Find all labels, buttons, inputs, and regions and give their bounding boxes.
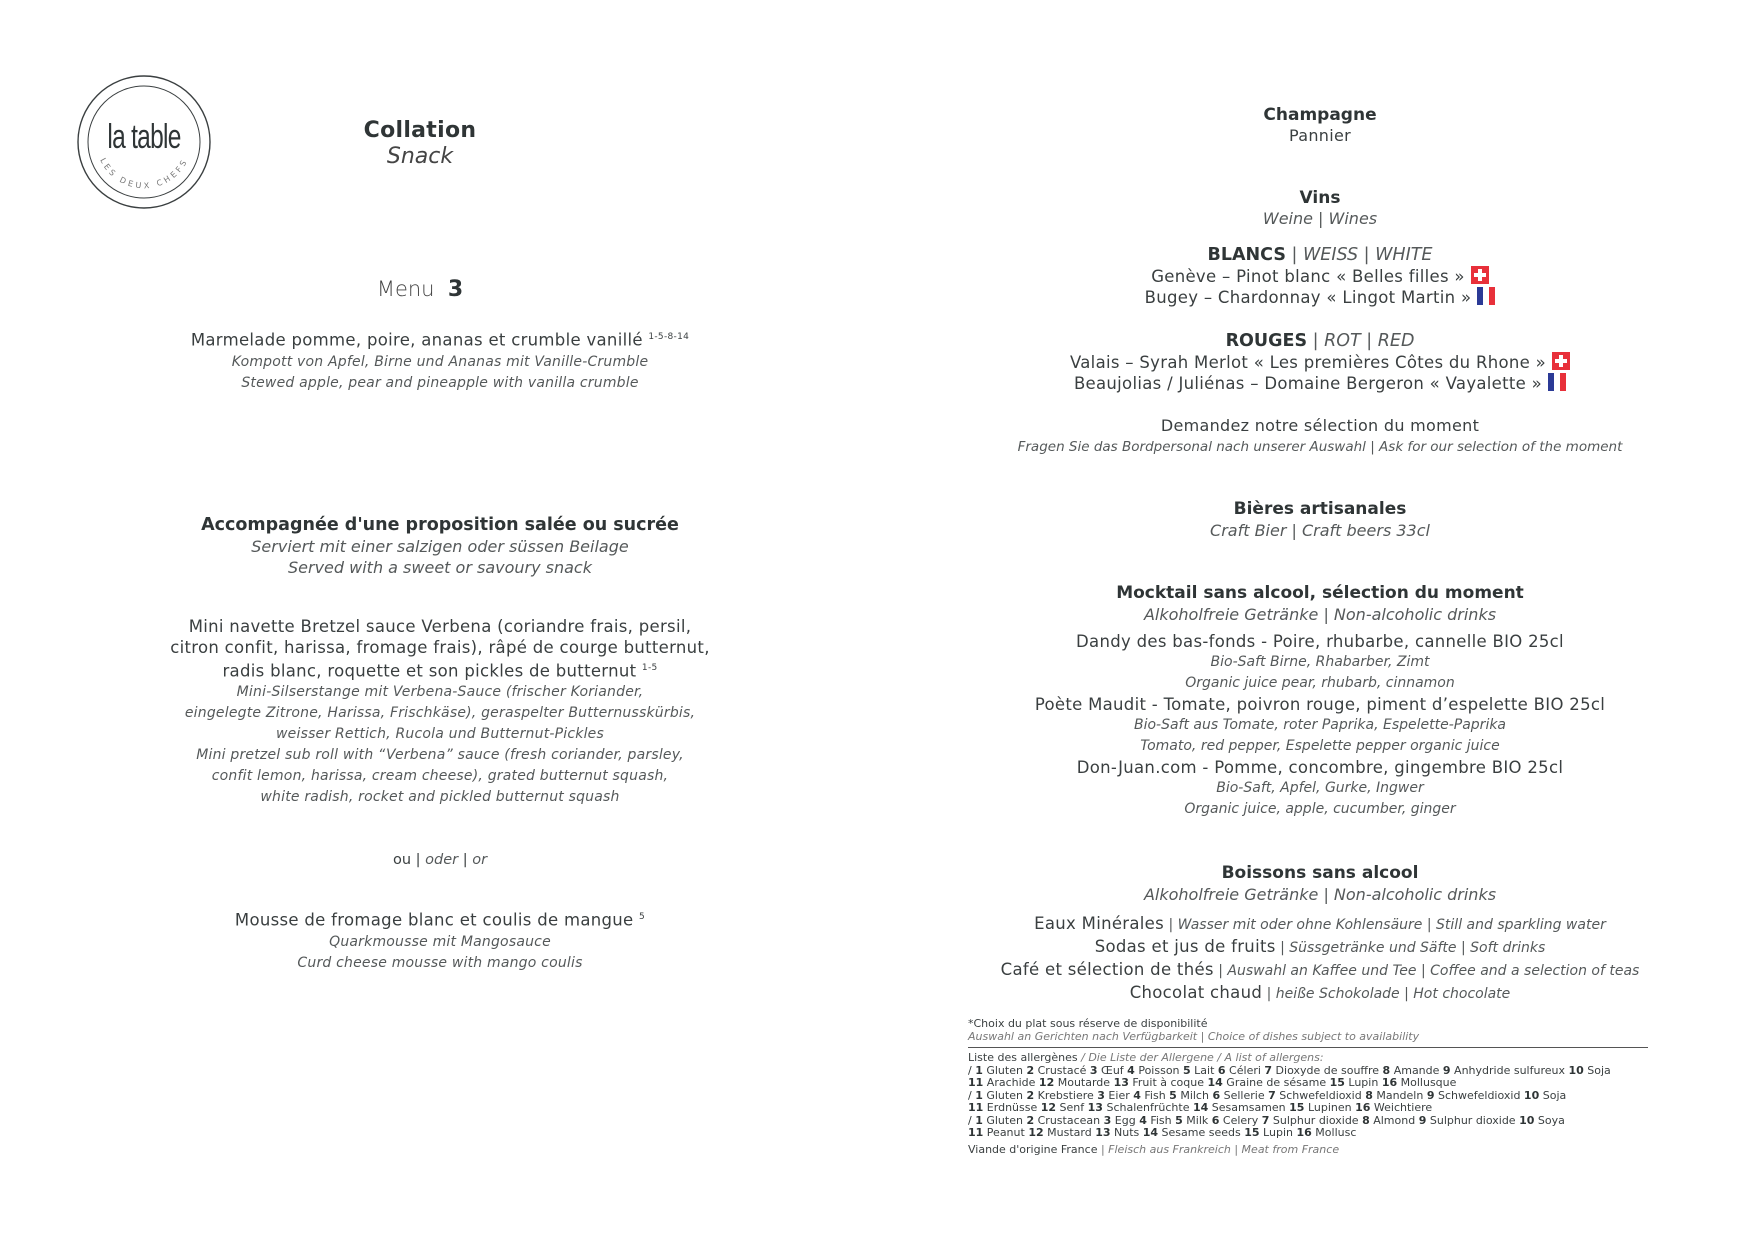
allergen-name: Eier <box>1104 1088 1134 1102</box>
wines-subtitle: Weine | Wines <box>1262 209 1378 228</box>
or-de: oder <box>425 852 459 868</box>
allergen-name: Mustard <box>1043 1126 1096 1139</box>
allergen-list-title-sub: / Die Liste der Allergene / A list of allergens: <box>1077 1051 1324 1064</box>
mocktails-section <box>990 582 1650 820</box>
allergen-name: Crustacean <box>1034 1113 1104 1127</box>
allergen-name: Graine de sésame <box>1222 1076 1330 1089</box>
allergen-number: 9 <box>1426 1088 1435 1102</box>
dish-desc-en-line: Mini pretzel sub roll with “Verbena” sauce (fresh coriander, parsley, <box>196 746 684 763</box>
mocktail-desc-en: Organic juice pear, rhubarb, cinnamon <box>1185 675 1455 691</box>
allergen-codes: 5 <box>639 912 646 922</box>
separator: | <box>415 852 421 868</box>
dish-name-line: citron confit, harissa, fromage frais), râpé de courge butternut, <box>170 638 710 657</box>
drink-translation: | heiße Schokolade | Hot chocolate <box>1262 986 1511 1002</box>
allergen-name: Œuf <box>1097 1063 1128 1077</box>
dish-desc-de: Quarkmousse mit Mangosauce <box>329 933 551 950</box>
meat-origin: Viande d'origine France <box>968 1142 1098 1156</box>
mocktail-desc-en: Tomato, red pepper, Espelette pepper organic juice <box>1140 738 1500 754</box>
drink-name: Eaux Minérales <box>1034 914 1165 933</box>
allergen-name: Mollusque <box>1397 1076 1457 1089</box>
allergen-name: Gluten <box>982 1088 1027 1102</box>
accompaniment-de: Serviert mit einer salzigen oder süssen Beilage <box>251 537 629 556</box>
allergen-number: 5 <box>1183 1063 1191 1077</box>
allergen-name: Soja <box>1583 1063 1611 1077</box>
allergen-name: Senf <box>1056 1101 1088 1114</box>
dish-desc-en: Stewed apple, pear and pineapple with vanilla crumble <box>241 374 639 391</box>
allergen-number: 4 <box>1133 1088 1141 1102</box>
allergen-name: Crustacé <box>1034 1063 1090 1077</box>
allergen-number: 6 <box>1212 1088 1221 1102</box>
availability-note: *Choix du plat sous réserve de disponibilité <box>968 1017 1208 1030</box>
allergen-name: Dioxyde de souffre <box>1272 1063 1383 1077</box>
dish-name-line: Mini navette Bretzel sauce Verbena (coriandre frais, persil, <box>188 617 692 636</box>
allergen-number: 7 <box>1264 1063 1273 1077</box>
allergen-number: 13 <box>1113 1076 1129 1089</box>
allergen-number: 12 <box>1040 1101 1057 1114</box>
soft-drinks-title: Boissons sans alcool <box>1221 863 1419 883</box>
accompaniment-section <box>150 514 730 578</box>
allergen-number: 12 <box>1028 1126 1044 1139</box>
menu-label: Menu <box>376 277 435 301</box>
separator: | <box>462 852 468 868</box>
or-fr: ou <box>392 852 412 868</box>
whites-heading: BLANCS <box>1207 245 1286 265</box>
allergen-number: / <box>968 1063 976 1077</box>
drink-translation: | Süssgetränke und Säfte | Soft drinks <box>1275 940 1546 956</box>
mocktail-desc-en: Organic juice, apple, cucumber, ginger <box>1184 801 1456 817</box>
allergen-number: 5 <box>1169 1088 1177 1102</box>
allergen-number: 14 <box>1142 1126 1159 1139</box>
allergen-number: 10 <box>1523 1088 1540 1102</box>
french-flag-icon <box>1477 287 1495 305</box>
menu-number-heading <box>340 277 500 302</box>
wines-section <box>990 187 1650 229</box>
allergen-number: 11 <box>968 1076 984 1089</box>
champagne-section <box>990 104 1650 146</box>
allergen-name: Fish <box>1146 1113 1176 1127</box>
mocktails-subtitle: Alkoholfreie Getränke | Non-alcoholic drinks <box>1143 605 1497 624</box>
dish-desc-de-line: eingelegte Zitrone, Harissa, Frischkäse), geraspelter Butternusskürbis, <box>184 704 696 721</box>
allergen-number: 15 <box>1289 1101 1305 1114</box>
allergen-name: Soja <box>1539 1088 1567 1102</box>
allergen-number: 13 <box>1087 1101 1103 1114</box>
la-table-logo <box>76 74 212 210</box>
allergen-name: Poisson <box>1134 1063 1184 1077</box>
dish-desc-de-line: Mini-Silserstange mit Verbena-Sauce (frischer Koriander, <box>236 683 644 700</box>
allergen-name: Gluten <box>982 1063 1027 1077</box>
beers-section <box>990 498 1650 541</box>
allergen-name: Milk <box>1182 1113 1212 1127</box>
allergen-number: / <box>968 1088 976 1102</box>
wine-name: Valais – Syrah Merlot « Les premières Côtes du Rhone » <box>1069 353 1547 372</box>
wine-name: Beaujolias / Juliénas – Domaine Bergeron « Vayalette » <box>1073 374 1543 393</box>
allergen-name: Soya <box>1534 1113 1565 1127</box>
ask-selection-sub: Fragen Sie das Bordpersonal nach unserer Auswahl | Ask for our selection of the moment <box>1017 439 1623 455</box>
page-title: Collation <box>363 118 477 143</box>
allergen-name: Peanut <box>983 1126 1029 1139</box>
beers-title: Bières artisanales <box>1233 499 1407 519</box>
allergen-name: Erdnüsse <box>983 1101 1041 1114</box>
allergen-number: 7 <box>1268 1088 1276 1102</box>
allergen-number: 2 <box>1026 1113 1035 1127</box>
dish-desc-en-line: white radish, rocket and pickled butternut squash <box>260 788 620 805</box>
allergen-number: 12 <box>1038 1076 1055 1089</box>
allergen-number: 6 <box>1211 1113 1220 1127</box>
drink-name: Chocolat chaud <box>1129 983 1263 1002</box>
dish-desc-de: Kompott von Apfel, Birne und Ananas mit Vanille-Crumble <box>231 353 649 370</box>
allergen-name: Mollusc <box>1311 1126 1357 1139</box>
allergen-number: 1 <box>975 1088 983 1102</box>
allergen-name: Sesamsamen <box>1208 1101 1290 1114</box>
allergen-number: 9 <box>1418 1113 1427 1127</box>
soft-drinks-section <box>980 862 1660 1005</box>
allergen-number: 1 <box>975 1063 983 1077</box>
wine-name: Genève – Pinot blanc « Belles filles » <box>1151 267 1465 286</box>
footer-divider <box>968 1047 1648 1048</box>
french-flag-icon <box>1548 373 1566 391</box>
dish-desc-en-line: confit lemon, harissa, cream cheese), grated butternut squash, <box>211 767 669 784</box>
allergen-name: Krebstiere <box>1034 1088 1098 1102</box>
white-wines <box>990 244 1650 308</box>
allergen-number: / <box>968 1113 976 1127</box>
dish-mousse <box>150 906 730 974</box>
selection-moment <box>980 415 1660 457</box>
allergen-number: 5 <box>1175 1113 1183 1127</box>
allergen-line <box>968 1127 1648 1140</box>
accompaniment-en: Served with a sweet or savoury snack <box>288 558 592 577</box>
whites-heading-translation: | WEISS | WHITE <box>1285 245 1433 265</box>
allergen-name: Gluten <box>982 1113 1027 1127</box>
mocktail-desc-de: Bio-Saft aus Tomate, roter Paprika, Espelette-Paprika <box>1133 717 1507 733</box>
allergen-name: Egg <box>1111 1113 1140 1127</box>
allergen-name: Sellerie <box>1220 1088 1269 1102</box>
menu-number: 3 <box>447 277 464 302</box>
allergen-number: 3 <box>1103 1113 1112 1127</box>
page-subtitle: Snack <box>386 144 454 169</box>
mocktail-name: Don-Juan.com - Pomme, concombre, gingembre BIO 25cl <box>1076 758 1564 777</box>
allergen-name: Amande <box>1390 1063 1443 1077</box>
champagne-title: Champagne <box>1263 105 1377 125</box>
reds-heading: ROUGES <box>1225 331 1308 351</box>
allergen-name: Lupin <box>1259 1126 1297 1139</box>
allergen-name: Sesame seeds <box>1158 1126 1245 1139</box>
allergen-name: Fish <box>1140 1088 1170 1102</box>
allergen-name: Schwefeldioxid <box>1275 1088 1366 1102</box>
allergen-name: Nuts <box>1110 1126 1143 1139</box>
allergen-name: Weichtiere <box>1370 1101 1433 1114</box>
wine-name: Bugey – Chardonnay « Lingot Martin » <box>1144 288 1472 307</box>
allergen-number: 10 <box>1519 1113 1535 1127</box>
allergen-number: 3 <box>1097 1088 1105 1102</box>
or-en: or <box>472 852 488 868</box>
allergen-number: 10 <box>1568 1063 1584 1077</box>
allergen-name: Milch <box>1176 1088 1213 1102</box>
swiss-flag-icon <box>1552 352 1570 370</box>
mocktail-desc-de: Bio-Saft Birne, Rhabarber, Zimt <box>1210 654 1430 670</box>
availability-note-sub: Auswahl an Gerichten nach Verfügbarkeit | Choice of dishes subject to availability <box>968 1029 1420 1043</box>
allergen-number: 14 <box>1192 1101 1209 1114</box>
dish-marmelade <box>150 326 730 394</box>
allergen-number: 11 <box>968 1126 984 1139</box>
dish-bretzel <box>150 616 730 808</box>
allergen-number: 4 <box>1139 1113 1147 1127</box>
footer-notes <box>968 1018 1648 1156</box>
allergen-name: Anhydride sulfureux <box>1450 1063 1569 1077</box>
beers-subtitle: Craft Bier | Craft beers 33cl <box>1210 521 1430 540</box>
mocktail-name: Poète Maudit - Tomate, poivron rouge, piment d’espelette BIO 25cl <box>1034 695 1606 714</box>
allergen-number: 1 <box>975 1113 983 1127</box>
red-wines <box>990 330 1650 394</box>
swiss-flag-icon <box>1471 266 1489 284</box>
allergen-number: 8 <box>1362 1113 1370 1127</box>
dish-name-line: radis blanc, roquette et son pickles de butternut <box>222 661 637 681</box>
allergen-number: 15 <box>1329 1076 1345 1089</box>
drink-translation: | Auswahl an Kaffee und Tee | Coffee and a selection of teas <box>1213 963 1640 979</box>
meat-origin-sub: | Fleisch aus Frankreich | Meat from France <box>1097 1142 1340 1156</box>
allergen-number: 15 <box>1244 1126 1260 1139</box>
allergen-number: 4 <box>1127 1063 1135 1077</box>
allergen-number: 8 <box>1382 1063 1391 1077</box>
reds-heading-translation: | ROT | RED <box>1307 331 1415 351</box>
allergen-number: 13 <box>1095 1126 1111 1139</box>
allergen-number: 2 <box>1026 1088 1035 1102</box>
mocktail-name: Dandy des bas-fonds - Poire, rhubarbe, cannelle BIO 25cl <box>1076 632 1564 651</box>
allergen-number: 8 <box>1365 1088 1373 1102</box>
allergen-name: Lupinen <box>1304 1101 1356 1114</box>
allergen-name: Celery <box>1219 1113 1262 1127</box>
dish-name: Marmelade pomme, poire, ananas et crumble vanillé <box>190 330 643 350</box>
svg-text:LES DEUX CHEFS: LES DEUX CHEFS <box>98 156 190 191</box>
mocktails-title: Mocktail sans alcool, sélection du moment <box>1116 583 1524 603</box>
champagne-name: Pannier <box>1289 126 1351 145</box>
allergen-number: 7 <box>1261 1113 1270 1127</box>
allergen-number: 16 <box>1381 1076 1398 1089</box>
allergen-name: Fruit à coque <box>1128 1076 1208 1089</box>
wines-title: Vins <box>1299 188 1341 208</box>
allergen-number: 14 <box>1207 1076 1223 1089</box>
dish-desc-en: Curd cheese mousse with mango coulis <box>297 954 583 971</box>
allergen-name: Schwefeldioxid <box>1434 1088 1524 1102</box>
mocktail-desc-de: Bio-Saft, Apfel, Gurke, Ingwer <box>1216 780 1424 796</box>
allergen-name: Moutarde <box>1054 1076 1114 1089</box>
allergen-number: 16 <box>1296 1126 1312 1139</box>
allergen-name: Céleri <box>1225 1063 1265 1077</box>
ask-selection: Demandez notre sélection du moment <box>1160 416 1480 435</box>
allergen-name: Almond <box>1369 1113 1419 1127</box>
allergen-name: Lupin <box>1344 1076 1382 1089</box>
dish-desc-de-line: weisser Rettich, Rucola und Butternut-Pickles <box>276 725 604 742</box>
drink-translation: | Wasser mit oder ohne Kohlensäure | Still and sparkling water <box>1164 917 1606 933</box>
allergen-name: Schalenfrüchte <box>1102 1101 1193 1114</box>
soft-drinks-subtitle: Alkoholfreie Getränke | Non-alcoholic drinks <box>1143 885 1497 904</box>
allergen-number: 16 <box>1355 1101 1371 1114</box>
allergen-name: Mandeln <box>1372 1088 1427 1102</box>
allergen-codes: 1-5 <box>641 663 658 673</box>
allergen-name: Arachide <box>983 1076 1039 1089</box>
allergen-name: Lait <box>1190 1063 1218 1077</box>
allergen-list <box>968 1065 1648 1140</box>
allergen-number: 2 <box>1026 1063 1035 1077</box>
allergen-number: 9 <box>1442 1063 1451 1077</box>
logo-brand: la table <box>107 118 181 156</box>
dish-name: Mousse de fromage blanc et coulis de mangue <box>234 910 634 930</box>
allergen-number: 11 <box>968 1101 984 1114</box>
accompaniment-title: Accompagnée d'une proposition salée ou sucrée <box>201 515 679 535</box>
allergen-list-title: Liste des allergènes <box>968 1051 1078 1064</box>
or-separator <box>150 852 730 868</box>
allergen-codes: 1-5-8-14 <box>648 332 690 342</box>
allergen-name: Sulphur dioxide <box>1269 1113 1363 1127</box>
drink-name: Sodas et jus de fruits <box>1094 937 1276 956</box>
allergen-number: 3 <box>1089 1063 1098 1077</box>
allergen-number: 6 <box>1217 1063 1226 1077</box>
allergen-name: Sulphur dioxide <box>1426 1113 1520 1127</box>
drink-name: Café et sélection de thés <box>1000 960 1214 979</box>
